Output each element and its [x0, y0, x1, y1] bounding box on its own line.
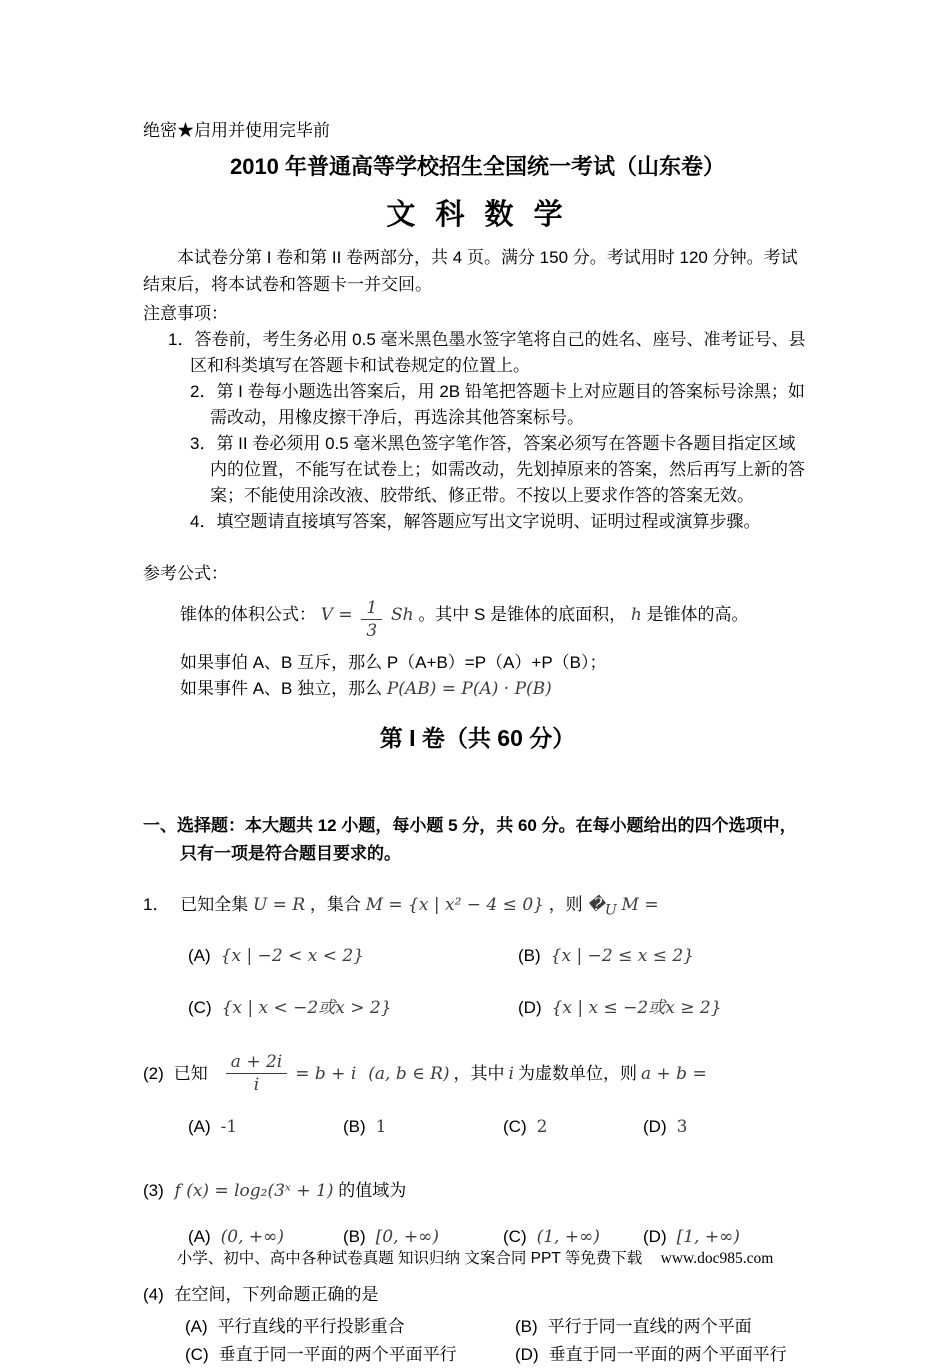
option-d: (D) [1, +∞)	[643, 1227, 740, 1248]
question-4	[143, 1280, 812, 1368]
notice-item-3: 3．第 II 卷必须用 0.5 毫米黑色签字笔作答，答案必须写在答题卡各题目指定区域内的位置，不能写在试卷上；如需改动，先划掉原来的答案，然后再写上新的答案；不能使用涂改液、胶带纸、修正带。不按以上要求作答的答案无效。	[190, 434, 805, 505]
question-4-stem: (4) 在空间，下列命题正确的是	[143, 1285, 379, 1305]
question-2-number: (2)	[143, 1063, 164, 1083]
cone-formula-mid: 。其中 S 是锥体的底面积，	[418, 605, 627, 624]
question-1	[143, 890, 812, 1021]
cone-formula-text: 锥体的体积公式：	[180, 605, 316, 624]
question-3-number: (3)	[143, 1181, 164, 1201]
cone-volume-formula	[180, 597, 812, 642]
question-2-options	[143, 1114, 812, 1140]
choice-section-heading: 一、选择题：本大题共 12 小题，每小题 5 分，共 60 分。在每小题给出的四个选项中，只有一项是符合题目要求的。	[143, 816, 797, 863]
question-4-options	[143, 1314, 812, 1368]
option-d: (D) {x | x ≤ −2或x ≥ 2}	[518, 998, 722, 1019]
notice-label: 注意事项：	[143, 304, 228, 323]
question-4-number: (4)	[143, 1285, 164, 1305]
complement-subscript: U	[604, 902, 617, 919]
question-1-number: 1．	[143, 895, 170, 914]
independent-formula-math: P(AB) = P(A) · P(B)	[386, 679, 552, 699]
question-2-stem: (2) 已知 $\frac{a + 2i}{i}$ = b + i (a, b ∈ R) ，其中 i 为虚数单位，则 a + b =	[143, 1052, 707, 1096]
notice-item-2: 2．第 I 卷每小题选出答案后，用 2B 铅笔把答题卡上对应题目的答案标号涂黑；如需改动，用橡皮擦干净后，再选涂其他答案标号。	[190, 382, 805, 427]
option-c: (C) 垂直于同一平面的两个平面平行	[185, 1345, 457, 1365]
option-c: (C) (1, +∞)	[503, 1227, 600, 1248]
part1-heading: 第 I 卷（共 60 分）	[379, 725, 576, 751]
option-a: (A) 平行直线的平行投影重合	[185, 1317, 405, 1337]
notice-item-4: 4．填空题请直接填写答案，解答题应写出文字说明、证明过程或演算步骤。	[190, 512, 761, 531]
mutually-exclusive-formula: 如果事伯 A、B 互斥，那么 P（A+B）=P（A）+P（B）；	[180, 653, 607, 672]
option-b: (B) {x | −2 ≤ x ≤ 2}	[518, 946, 694, 967]
question-3	[143, 1176, 812, 1250]
cone-formula-Sh: Sh	[390, 605, 414, 625]
notice-list	[143, 327, 812, 535]
option-a: (A) (0, +∞)	[188, 1227, 284, 1248]
question-2	[143, 1051, 812, 1140]
footer-text: 小学、初中、高中各种试卷真题 知识归纳 文案合同 PPT 等免费下载	[176, 1250, 643, 1267]
cone-formula-h: h	[630, 605, 642, 625]
option-c: (C) 2	[503, 1117, 548, 1138]
cone-formula-end: 是锥体的高。	[646, 605, 749, 624]
question-1-stem: 1． 已知全集 U = R ，集合 M = {x | x² − 4 ≤ 0} ，则 $�_U$ M =	[143, 895, 659, 919]
option-d: (D) 3	[643, 1117, 688, 1138]
question-3-stem: (3) f (x) = log₂(3ˣ + 1) 的值域为	[143, 1181, 407, 1202]
option-c: (C) {x | x < −2或x > 2}	[188, 998, 392, 1019]
intro-paragraph: 本试卷分第 I 卷和第 II 卷两部分，共 4 页。满分 150 分。考试用时 120 分钟。考试结束后，将本试卷和答题卡一并交回。	[143, 248, 798, 294]
option-d: (D) 垂直于同一平面的两个平面平行	[515, 1345, 787, 1365]
subject-title: 文 科 数 学	[386, 199, 569, 231]
option-b: (B) 平行于同一直线的两个平面	[515, 1317, 752, 1337]
footer-url: www.doc985.com	[660, 1250, 774, 1267]
secret-notice: 绝密★启用并使用完毕前	[143, 121, 330, 140]
option-a: (A) {x | −2 < x < 2}	[188, 946, 364, 967]
reference-formulas	[143, 561, 812, 702]
complement-symbol: �	[587, 895, 605, 915]
fraction-a-plus-2i-over-i: $\frac{a + 2i}{i}$	[226, 1051, 287, 1096]
cone-formula-V: V =	[320, 605, 353, 625]
notice-item-1: 1．答卷前，考生务必用 0.5 毫米黑色墨水签字笔将自己的姓名、座号、准考证号、县区和科类填写在答题卡和试卷规定的位置上。	[168, 330, 806, 375]
question-1-options	[143, 943, 812, 1021]
exam-title: 2010 年普通高等学校招生全国统一考试（山东卷）	[229, 154, 726, 179]
page-footer	[0, 1246, 950, 1272]
fraction-one-third: $\frac{1}{3}$	[361, 597, 382, 642]
option-b: (B) 1	[343, 1117, 387, 1138]
option-b: (B) [0, +∞)	[343, 1227, 439, 1248]
independent-events-formula: 如果事件 A、B 独立，那么 P(AB) = P(A) · P(B)	[180, 679, 552, 699]
option-a: (A) -1	[188, 1117, 238, 1138]
formulas-label: 参考公式：	[143, 564, 228, 583]
